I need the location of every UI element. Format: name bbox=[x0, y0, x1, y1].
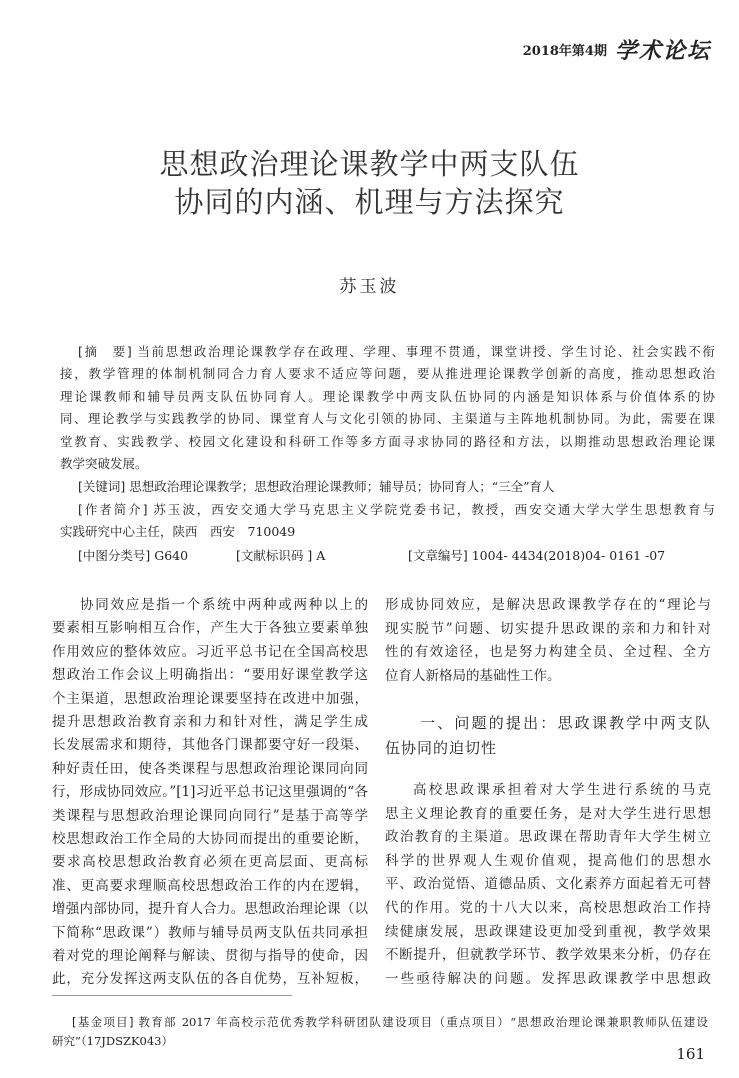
left-column-line-text: 此，充分发挥这两支队伍的各自优势，互补短板， bbox=[52, 971, 368, 988]
clc-number-text: G640 bbox=[154, 548, 189, 563]
left-column-line bbox=[52, 946, 368, 966]
left-column-line-text: 想政治工作会议上明确指出：“要用好课堂教学这 bbox=[52, 667, 368, 684]
left-column-line-text: 协同效应是指一个系统中两种或两种以上的 bbox=[80, 597, 368, 613]
left-column-line-text: 校思想政治工作全局的大协同而提出的重要论断， bbox=[52, 831, 368, 847]
abstract-line-text: 教学突破发展。 bbox=[60, 456, 148, 471]
article-number-label: [文章编号] bbox=[408, 548, 472, 563]
left-column-line bbox=[52, 829, 368, 849]
right-column-line-text: 思主义理论教育的重要任务，是对大学生进行思想 bbox=[385, 805, 711, 822]
left-column-line bbox=[52, 852, 368, 872]
article-number bbox=[408, 546, 665, 566]
page-number: 161 bbox=[676, 1045, 705, 1063]
right-column-line-text: 续健康发展，思政课建设更加受到重视，教学效果 bbox=[385, 923, 711, 940]
abstract-line-label: [摘 要] bbox=[78, 344, 138, 359]
section-heading-line bbox=[420, 713, 711, 733]
right-column-line-text: 代的作用。党的十八大以来，高校思想政治工作持 bbox=[385, 900, 711, 916]
left-column-line-text: 增强内部协同，提升育人合力。思想政治理论课（以 bbox=[52, 901, 368, 918]
abstract-line bbox=[60, 387, 715, 407]
left-column-line-text: 种好责任田，使各类课程与思想政治理论课同向同 bbox=[52, 760, 368, 777]
article-number-text: 1004- 4434(2018)04- 0161 -07 bbox=[471, 548, 666, 563]
author-info-line-text: 苏玉波，西安交通大学马克思主义学院党委书记，教授，西安交通大学大学生思想教育与 bbox=[153, 502, 715, 517]
left-column-line-text: 准、更高要求理顺高校思想政治工作的内在逻辑， bbox=[52, 877, 368, 894]
left-column-line bbox=[52, 806, 368, 826]
abstract-line bbox=[60, 409, 715, 429]
keywords-text: 思想政治理论课教学；思想政治理论课教师；辅导员；协同育人；“三全”育人 bbox=[129, 479, 555, 494]
clc-number bbox=[78, 546, 188, 566]
abstract-line-text: 理论课教师和辅导员两支队伍协同育人。理论课教学中两支队伍协同的内涵是知识体系与价值体系的协 bbox=[60, 388, 715, 404]
author-name: 苏玉波 bbox=[339, 277, 400, 297]
right-column-line-text: 高校思政课承担着对大学生进行系统的马克 bbox=[413, 782, 711, 798]
author-info-line-text: 实践研究中心主任，陕西 西安 710049 bbox=[60, 524, 296, 540]
document-code-text: A bbox=[316, 548, 326, 563]
author-info-line bbox=[78, 500, 715, 520]
left-column-line bbox=[52, 642, 368, 662]
left-column-line bbox=[52, 689, 368, 709]
right-column-line bbox=[385, 922, 711, 942]
section-heading-line-text: 一、问题的提出：思政课教学中两支队 bbox=[420, 714, 711, 732]
fund-note-line-text: 教育部 2017 年高校示范优秀教学科研团队建设项目（重点项目）“思想政治理论课兼职教师队伍建设 bbox=[138, 1015, 709, 1029]
author-info-line-label: [作者简介] bbox=[78, 502, 154, 517]
right-column-line-text: 一些亟待解决的问题。发挥思政课教学中思想政 bbox=[385, 970, 711, 987]
right-column-line-text: 不断提升，但就教学环节、教学效果来分析，仍存在 bbox=[385, 947, 711, 964]
abstract-line bbox=[78, 342, 715, 362]
right-column-line bbox=[385, 874, 711, 894]
left-column-line bbox=[80, 595, 368, 615]
right-column-line-text: 性的有效途径，也是努力构建全员、全过程、全方 bbox=[385, 644, 711, 661]
abstract-line-text: 堂教育、实践教学、校园文化建设和科研工作等多方面寻求协同的路径和方法，以期推动思想政治理论课 bbox=[60, 433, 715, 449]
right-column-line-text: 现实脱节”问题、切实提升思政课的亲和力和针对 bbox=[385, 620, 711, 637]
left-column-line bbox=[52, 923, 368, 943]
left-column-line-text: 要素相互影响相互合作，产生大于各独立要素单独 bbox=[52, 620, 368, 637]
section-heading-line bbox=[385, 738, 497, 758]
left-column-line bbox=[52, 665, 368, 685]
left-column-line bbox=[52, 876, 368, 896]
left-column-line-text: 作用效应的整体效应。习近平总书记在全国高校思 bbox=[52, 643, 368, 660]
title-line-1: 思想政治理论课教学中两支队伍 bbox=[159, 147, 580, 181]
document-code bbox=[236, 546, 325, 566]
abstract-line bbox=[60, 364, 715, 384]
right-column-line-text: 形成协同效应，是解决思政课教学存在的“理论与 bbox=[385, 597, 711, 613]
fund-note-line bbox=[72, 1012, 708, 1032]
right-column-line bbox=[385, 969, 711, 989]
left-column-line-text: 着对党的理论阐释与解读、贯彻与指导的使命，因 bbox=[52, 948, 368, 964]
abstract-line-text: 接，教学管理的体制机制同合力育人要求不适应等问题，要从推进理论课教学创新的高度，推动思想政治 bbox=[60, 366, 715, 382]
left-column-line-text: 个主渠道，思想政治理论课要坚持在改进中加强， bbox=[52, 690, 368, 707]
journal-logo: 学术论坛 bbox=[614, 38, 711, 64]
author-info-line bbox=[60, 522, 295, 542]
right-column-line bbox=[385, 945, 711, 965]
left-column-line-text: 要求高校思想政治教育必须在更高层面、更高标 bbox=[52, 854, 368, 871]
left-column-line bbox=[52, 759, 368, 779]
left-column-line bbox=[52, 618, 368, 638]
running-header bbox=[523, 34, 711, 65]
footnote-divider bbox=[52, 995, 292, 996]
left-column-line-text: 行，形成协同效应。”[1]习近平总书记这里强调的“各 bbox=[52, 784, 368, 801]
left-column-line bbox=[52, 712, 368, 732]
abstract-line bbox=[60, 454, 148, 474]
clc-number-label: [中图分类号] bbox=[78, 548, 155, 563]
left-column-line bbox=[52, 782, 368, 802]
left-column-line bbox=[52, 735, 368, 755]
right-column-line bbox=[385, 642, 711, 662]
abstract-line-text: 当前思想政治理论课教学存在政理、学理、事理不贯通，课堂讲授、学生讨论、社会实践不衔 bbox=[137, 344, 715, 359]
title-line-2: 协同的内涵、机理与方法探究 bbox=[174, 185, 565, 219]
right-column-line bbox=[385, 898, 711, 918]
section-heading-line-text: 伍协同的迫切性 bbox=[385, 739, 498, 757]
issue-label: 2018年第4期 bbox=[522, 44, 607, 59]
left-column-line bbox=[52, 899, 368, 919]
right-column-line bbox=[413, 780, 711, 800]
right-column-line-text: 平、政治觉悟、道德品质、文化素养方面起着无可替 bbox=[385, 876, 711, 893]
left-column-line bbox=[52, 969, 368, 989]
left-column-line-text: 类课程与思想政治理论课同向同行”是基于高等学 bbox=[52, 807, 368, 824]
right-column-line bbox=[385, 851, 711, 871]
right-column-line bbox=[385, 666, 561, 686]
abstract-line bbox=[60, 432, 715, 452]
right-column-line bbox=[385, 595, 711, 615]
right-column-line bbox=[385, 619, 711, 639]
right-column-line bbox=[385, 804, 711, 824]
right-column-line-text: 科学的世界观人生观价值观，提高他们的思想水 bbox=[385, 852, 711, 869]
right-column-line-text: 位育人新格局的基础性工作。 bbox=[385, 667, 561, 684]
left-column-line-text: 下简称“思政课”）教师与辅导员两支队伍共同承担 bbox=[52, 924, 368, 941]
left-column-line-text: 提升思想政治教育亲和力和针对性，满足学生成 bbox=[52, 714, 368, 730]
right-column-line bbox=[385, 827, 711, 847]
fund-note-line-label: [基金项目] bbox=[72, 1015, 139, 1029]
fund-note-line bbox=[52, 1031, 173, 1051]
left-column-line-text: 长发展需求和期待，其他各门课都要守好一段渠、 bbox=[52, 737, 368, 754]
right-column-line-text: 政治教育的主渠道。思政课在帮助青年大学生树立 bbox=[385, 829, 711, 846]
keywords-label: [关键词] bbox=[78, 479, 130, 494]
fund-note-line-text: 研究”（17JDSZK043） bbox=[52, 1034, 174, 1048]
abstract-line-text: 同、理论教学与实践教学的协同、课堂育人与文化引领的协同、主渠道与主阵地机制协同。为此，需要在课 bbox=[60, 411, 715, 427]
document-code-label: [文献标识码 ] bbox=[236, 548, 317, 563]
keywords bbox=[78, 477, 555, 497]
